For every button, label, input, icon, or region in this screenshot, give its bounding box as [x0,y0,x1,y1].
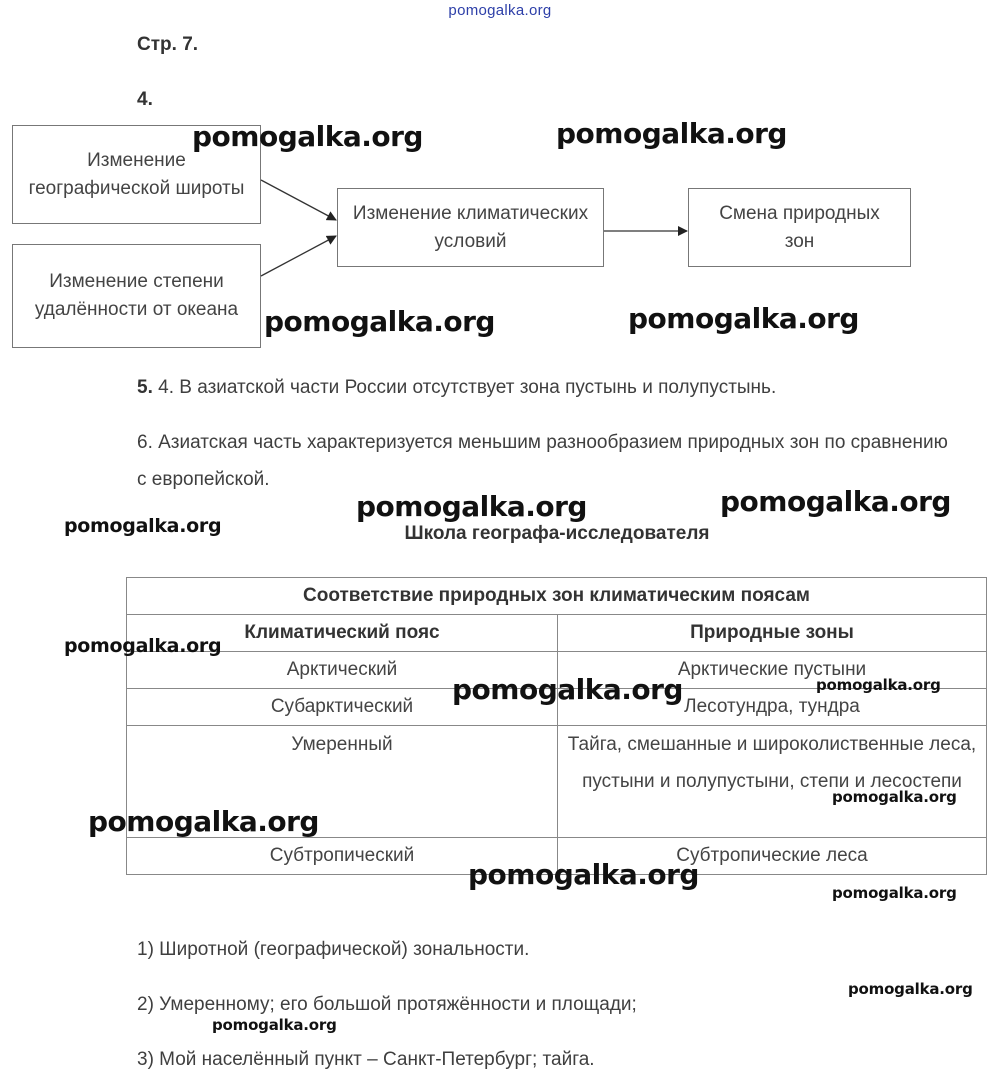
watermark: pomogalka.org [88,805,319,838]
diagram-arrows [0,0,1000,400]
watermark: pomogalka.org [264,305,495,338]
site-header-link[interactable]: pomogalka.org [448,2,552,19]
watermark: pomogalka.org [816,676,941,694]
watermark: pomogalka.org [628,302,859,335]
watermark: pomogalka.org [64,515,222,537]
task5 [137,369,957,406]
watermark: pomogalka.org [832,788,957,806]
watermark: pomogalka.org [556,117,787,150]
table-header-natural-zones: Природные зоны [558,615,987,652]
watermark: pomogalka.org [212,1016,337,1034]
watermark: pomogalka.org [356,490,587,523]
box-zone-change: Смена природных зон [688,188,911,267]
watermark: pomogalka.org [832,884,957,902]
answer-2: 2) Умеренному; его большой протяжённости и площади; [137,994,637,1015]
answer-3: 3) Мой населённый пункт – Санкт-Петербург; тайга. [137,1049,595,1070]
arrow-ocean-to-climate [261,236,336,276]
table-caption: Соответствие природных зон климатическим поясам [127,578,987,615]
task5-number: 5. [137,377,153,398]
table-cell-belt: Арктический [127,652,558,689]
watermark: pomogalka.org [468,858,699,891]
watermark: pomogalka.org [452,673,683,706]
box-latitude-change: Изменение географической широты [12,125,261,224]
page-label: Стр. 7. [137,34,199,55]
table-cell-zones: Арктические пустыни [558,652,987,689]
table-cell-zones: Субтропические леса [558,838,987,875]
table-cell-belt: Субтропический [127,838,558,875]
watermark: pomogalka.org [848,980,973,998]
task6-text: 6. Азиатская часть характеризуется меньшим разнообразием природных зон по сравнению с европейской. [137,432,948,490]
table-cell-zones: Лесотундра, тундра [558,689,987,726]
table-cell-zones: Тайга, смешанные и широколиственные леса, пустыни и полупустыни, степи и лесостепи [558,726,987,838]
table-header-climate-belt: Климатический пояс [127,615,558,652]
watermark: pomogalka.org [192,120,423,153]
box-climate-change: Изменение климатических условий [337,188,604,267]
table-cell-belt: Умеренный [127,726,558,838]
task4-number: 4. [137,89,153,110]
arrow-latitude-to-climate [261,180,336,220]
watermark: pomogalka.org [64,635,222,657]
table-cell-belt: Субарктический [127,689,558,726]
section-title: Школа географа-исследователя [404,523,710,544]
answer-1: 1) Широтной (географической) зональности. [137,939,530,960]
watermark: pomogalka.org [720,485,951,518]
task5-text: 4. В азиатской части России отсутствует зона пустынь и полупустынь. [158,377,777,398]
box-ocean-distance-change: Изменение степени удалённости от океана [12,244,261,348]
